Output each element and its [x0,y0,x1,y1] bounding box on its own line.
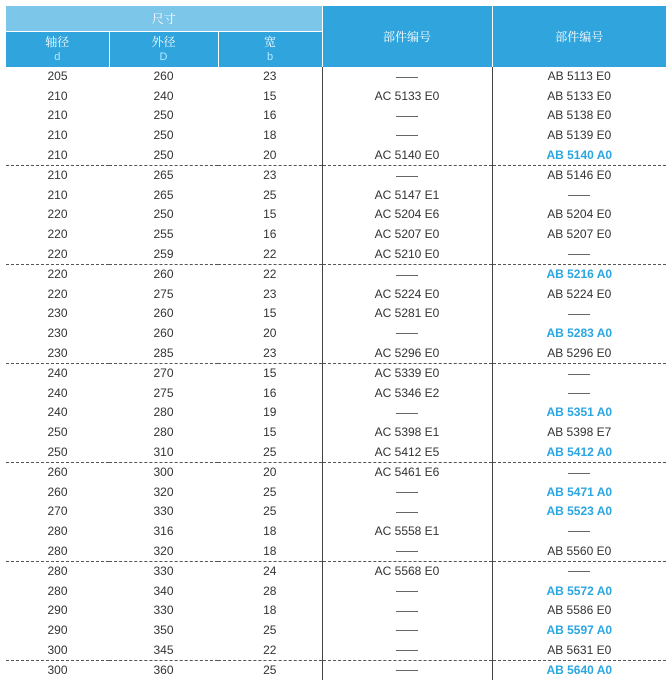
shaft-diameter-cell: 230 [47,326,68,341]
outer-diameter-cell: 300 [153,465,174,480]
part-number-ab-cell: AB 5113 E0 [492,67,666,87]
width-cell: 18 [263,523,277,538]
part-number-ac-cell [322,106,492,126]
width-label: 宽 [263,34,276,49]
shaft-diameter-header [6,32,109,68]
not-available-dash [568,393,590,394]
part-number-ac-cell [322,621,492,641]
outer-diameter-cell: 340 [153,583,174,598]
outer-diameter-cell: 330 [153,603,174,618]
part-number-ac-cell: AC 5568 E0 [322,561,492,581]
not-available-dash [396,551,418,552]
width-cell: 23 [218,343,322,363]
outer-diameter-cell: 330 [153,564,174,579]
outer-diameter-cell: 255 [153,227,174,242]
outer-diameter-cell: 260 [153,267,174,282]
table-row [6,442,666,462]
part-number-ac-cell [322,67,492,87]
table-row [6,186,666,206]
shaft-diameter-cell: 210 [47,187,68,202]
outer-diameter-cell: 250 [109,145,218,165]
outer-diameter-cell: 270 [153,366,174,381]
width-cell: 16 [263,108,277,123]
outer-diameter-cell: 285 [109,343,218,363]
part-number-ac-cell: AC 5281 E0 [322,304,492,324]
outer-diameter-cell: 330 [153,504,174,519]
table-row [6,145,666,165]
outer-diameter-cell: 250 [153,207,174,222]
part-number-ab-cell: AB 5140 A0 [492,145,666,165]
width-cell: 25 [263,504,277,519]
table-row [6,87,666,107]
not-available-dash [568,473,590,474]
part-number-ab-cell: AB 5523 A0 [492,502,666,522]
table-row [6,561,666,581]
shaft-diameter-cell: 240 [47,366,68,381]
table-row [6,244,666,264]
part-number-ac-cell: AC 5147 E1 [322,186,492,206]
width-cell: 20 [263,465,277,480]
shaft-diameter-cell: 300 [6,640,109,660]
part-number-ac-cell: AC 5296 E0 [322,343,492,363]
width-cell: 23 [263,69,277,84]
outer-diameter-cell: 250 [153,128,174,143]
shaft-diameter-cell: 205 [47,69,68,84]
part-number-ac-cell [322,541,492,561]
width-cell: 18 [263,128,277,143]
part-number-ab-cell [492,561,666,581]
part-number-ac-cell [322,581,492,601]
table-row [6,285,666,305]
part-number-ab-cell [492,304,666,324]
shaft-diameter-cell: 240 [47,405,68,420]
table-row [6,363,666,383]
part-number-ac-cell: AC 5558 E1 [322,522,492,542]
part-number-ab-cell: AB 5216 A0 [492,264,666,284]
outer-diameter-label: 外径 [151,34,176,49]
width-cell: 25 [263,663,277,678]
shaft-diameter-cell: 270 [47,504,68,519]
outer-diameter-cell: 260 [153,306,174,321]
outer-diameter-cell: 345 [109,640,218,660]
table-row [6,225,666,245]
not-available-dash [396,176,418,177]
width-cell: 22 [263,267,277,282]
width-cell: 25 [263,187,277,202]
table-body [6,67,666,680]
not-available-dash [396,135,418,136]
outer-diameter-cell: 275 [153,385,174,400]
shaft-diameter-cell: 260 [47,465,68,480]
outer-diameter-cell: 250 [153,108,174,123]
width-cell: 25 [263,484,277,499]
part-number-ab-cell: AB 5560 E0 [492,541,666,561]
shaft-diameter-cell: 280 [47,583,68,598]
width-cell: 19 [263,405,277,420]
outer-diameter-cell: 275 [153,286,174,301]
shaft-diameter-cell: 280 [47,523,68,538]
width-cell: 18 [263,603,277,618]
table-row [6,482,666,502]
shaft-diameter-cell: 210 [47,88,68,103]
table-row [6,264,666,284]
not-available-dash [568,195,590,196]
width-cell: 15 [263,306,277,321]
width-cell: 18 [218,541,322,561]
outer-diameter-cell: 280 [153,405,174,420]
part-number-ac-cell: AC 5224 E0 [322,285,492,305]
outer-diameter-cell: 320 [109,541,218,561]
part-number-ac-cell [322,165,492,185]
part-number-ac-cell [322,601,492,621]
part-number-ab-cell [492,186,666,206]
shaft-diameter-cell: 290 [47,603,68,618]
part-number-ab-cell: AB 5351 A0 [492,403,666,423]
width-symbol: b [266,50,274,63]
part-number-ab-cell: AB 5640 A0 [492,660,666,680]
part-number-ac-cell: AC 5339 E0 [322,363,492,383]
part-number-ab-cell: AB 5586 E0 [492,601,666,621]
outer-diameter-cell: 240 [153,88,174,103]
table-row [6,621,666,641]
table-row [6,324,666,344]
part-number-ac-cell: AC 5346 E2 [322,384,492,404]
part-number-ac-cell [322,126,492,146]
part-number-ab-cell: AB 5572 A0 [492,581,666,601]
not-available-dash [396,670,418,671]
outer-diameter-cell: 320 [153,484,174,499]
part-number-ab-cell [492,522,666,542]
shaft-diameter-cell: 220 [47,227,68,242]
table-row [6,541,666,561]
shaft-diameter-cell: 220 [6,244,109,264]
outer-diameter-cell: 360 [153,663,174,678]
part-number-ab-cell: AB 5139 E0 [492,126,666,146]
table-row [6,205,666,225]
table-row [6,601,666,621]
table-row [6,423,666,443]
width-cell: 16 [263,385,277,400]
outer-diameter-cell: 260 [153,326,174,341]
shaft-diameter-cell: 210 [47,168,68,183]
part-number-ab-cell: AB 5631 E0 [492,640,666,660]
part-number-header-2: 部件编号 [492,6,666,67]
table-row [6,165,666,185]
table-row [6,126,666,146]
part-number-ac-cell [322,640,492,660]
shaft-diameter-cell: 240 [47,385,68,400]
shaft-diameter-cell: 280 [47,564,68,579]
seal-size-table [6,6,666,680]
not-available-dash [396,492,418,493]
not-available-dash [396,275,418,276]
part-number-ab-cell: AB 5133 E0 [492,87,666,107]
not-available-dash [396,611,418,612]
part-number-ac-cell: AC 5133 E0 [322,87,492,107]
part-number-ab-cell [492,384,666,404]
width-cell: 22 [218,640,322,660]
outer-diameter-cell: 259 [109,244,218,264]
not-available-dash [396,413,418,414]
shaft-diameter-cell: 230 [6,343,109,363]
shaft-diameter-cell: 250 [6,442,109,462]
width-cell: 16 [263,227,277,242]
part-number-ac-cell: AC 5207 E0 [322,225,492,245]
shaft-diameter-cell: 290 [47,622,68,637]
table-row [6,522,666,542]
not-available-dash [568,254,590,255]
not-available-dash [396,591,418,592]
dimension-group-header: 尺寸 [6,6,322,32]
part-number-ab-cell: AB 5138 E0 [492,106,666,126]
part-number-ab-cell [492,363,666,383]
table-row [6,502,666,522]
not-available-dash [396,116,418,117]
outer-diameter-cell: 316 [153,523,174,538]
part-number-ab-cell: AB 5204 E0 [492,205,666,225]
part-number-ac-cell [322,324,492,344]
width-cell: 15 [263,207,277,222]
width-cell: 23 [263,168,277,183]
width-cell: 25 [218,442,322,462]
outer-diameter-cell: 265 [153,168,174,183]
outer-diameter-symbol: D [159,50,168,63]
not-available-dash [568,374,590,375]
table-row [6,403,666,423]
shaft-diameter-cell: 220 [47,207,68,222]
part-number-ac-cell: AC 5210 E0 [322,244,492,264]
width-cell: 24 [263,564,277,579]
width-cell: 20 [263,326,277,341]
part-number-ab-cell: AB 5412 A0 [492,442,666,462]
part-number-ab-cell: AB 5224 E0 [492,285,666,305]
part-number-ab-cell [492,462,666,482]
not-available-dash [396,77,418,78]
not-available-dash [396,333,418,334]
shaft-diameter-cell: 260 [47,484,68,499]
width-cell: 15 [263,88,277,103]
width-cell: 25 [263,622,277,637]
part-number-ac-cell [322,502,492,522]
outer-diameter-cell: 310 [109,442,218,462]
part-number-ab-cell: AB 5283 A0 [492,324,666,344]
outer-diameter-cell: 260 [153,69,174,84]
part-number-ac-cell [322,482,492,502]
not-available-dash [568,571,590,572]
part-number-ab-cell: AB 5597 A0 [492,621,666,641]
part-number-ac-cell: AC 5140 E0 [322,145,492,165]
part-number-ab-cell [492,244,666,264]
part-number-ab-cell: AB 5296 E0 [492,343,666,363]
table-row [6,106,666,126]
not-available-dash [568,531,590,532]
shaft-diameter-label: 轴径 [45,34,70,49]
shaft-diameter-cell: 250 [47,424,68,439]
shaft-diameter-cell: 230 [47,306,68,321]
not-available-dash [396,650,418,651]
not-available-dash [396,630,418,631]
width-cell: 15 [263,366,277,381]
width-cell: 15 [263,424,277,439]
part-number-ab-cell: AB 5207 E0 [492,225,666,245]
table-row [6,581,666,601]
width-cell: 28 [263,583,277,598]
table-row [6,640,666,660]
part-number-ac-cell: AC 5398 E1 [322,423,492,443]
table-row [6,384,666,404]
width-cell: 23 [263,286,277,301]
width-header [218,32,322,68]
shaft-diameter-cell: 300 [47,663,68,678]
part-number-header-1: 部件编号 [322,6,492,67]
shaft-diameter-cell: 220 [47,286,68,301]
shaft-diameter-cell: 210 [6,145,109,165]
shaft-diameter-cell: 210 [47,108,68,123]
part-number-ac-cell [322,264,492,284]
not-available-dash [396,512,418,513]
part-number-ac-cell [322,403,492,423]
table-row [6,462,666,482]
part-number-ac-cell: AC 5412 E5 [322,442,492,462]
outer-diameter-cell: 280 [153,424,174,439]
table-row [6,304,666,324]
table-row [6,343,666,363]
part-number-ac-cell: AC 5461 E6 [322,462,492,482]
outer-diameter-cell: 265 [153,187,174,202]
table-row [6,67,666,87]
part-number-ab-cell: AB 5398 E7 [492,423,666,443]
width-cell: 20 [218,145,322,165]
table-header [6,6,666,67]
shaft-diameter-cell: 280 [6,541,109,561]
outer-diameter-cell: 350 [153,622,174,637]
part-number-ac-cell: AC 5204 E6 [322,205,492,225]
part-number-ac-cell [322,660,492,680]
part-number-ab-cell: AB 5471 A0 [492,482,666,502]
table-row [6,660,666,680]
shaft-diameter-symbol: d [54,50,61,63]
width-cell: 22 [218,244,322,264]
part-number-ab-cell: AB 5146 E0 [492,165,666,185]
shaft-diameter-cell: 220 [47,267,68,282]
not-available-dash [568,314,590,315]
shaft-diameter-cell: 210 [47,128,68,143]
outer-diameter-header [109,32,218,68]
